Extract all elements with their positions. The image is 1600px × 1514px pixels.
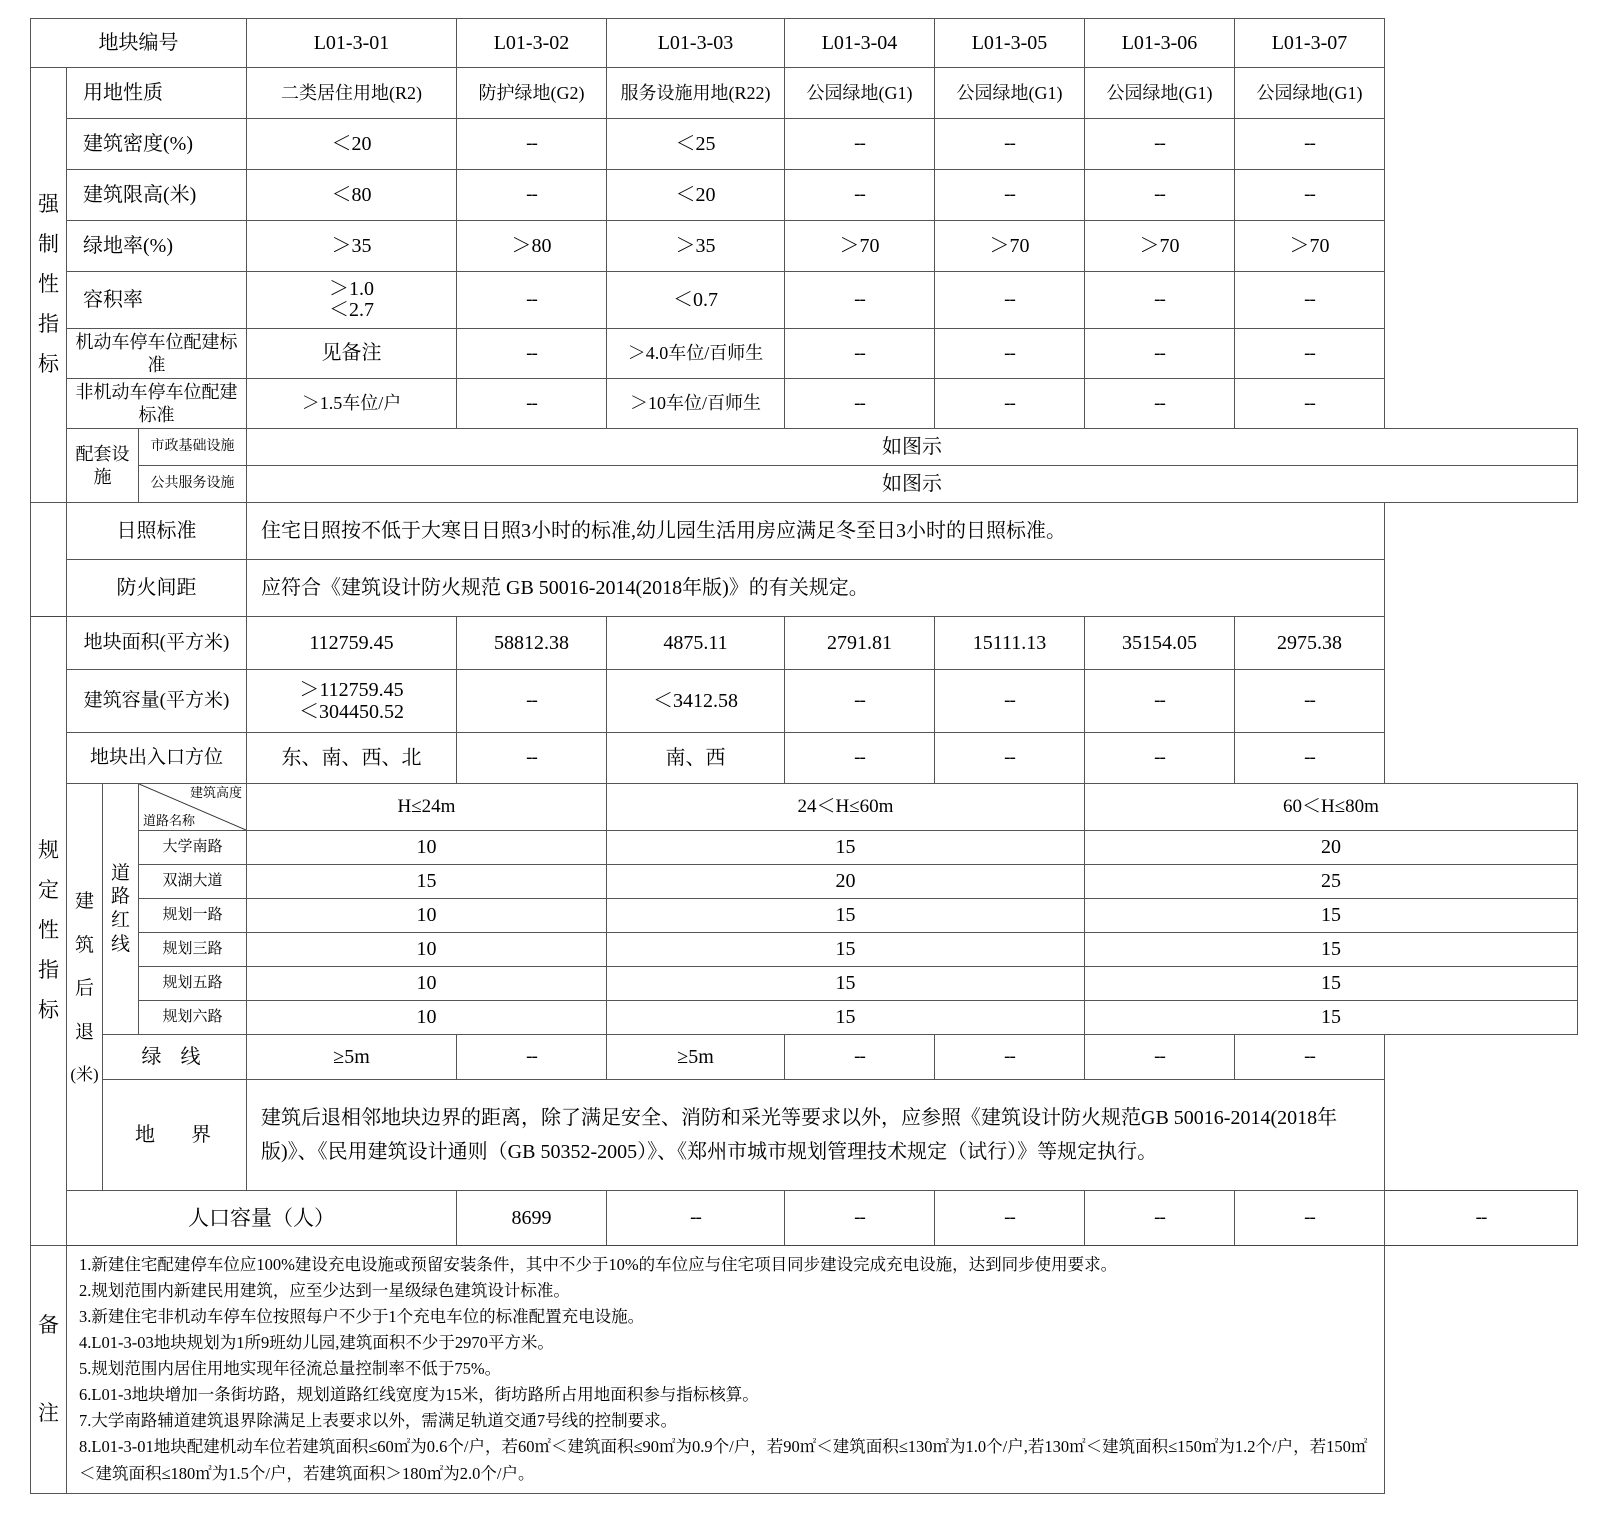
row-public-service-facilities bbox=[31, 466, 1578, 503]
spacer-mandatory-bottom bbox=[31, 503, 67, 617]
note-item: 3.新建住宅非机动车停车位按照每户不少于1个充电车位的标准配置充电设施。 bbox=[79, 1307, 645, 1327]
setback-diagonal-header bbox=[139, 784, 247, 831]
row-label-facilities: 配套设施 bbox=[67, 429, 139, 503]
row-bike-parking bbox=[31, 379, 1578, 429]
cell-population-5: -- bbox=[1085, 1191, 1235, 1246]
cell-far-5: -- bbox=[935, 272, 1085, 329]
note-item: 8.L01-3-01地块配建机动车位若建筑面积≤60㎡为0.6个/户，若60㎡＜建筑面积≤90㎡为0.9个/户，若90㎡＜建筑面积≤130㎡为1.0个/户,若130㎡＜建筑面积≤150㎡为1.2个/户，若150㎡＜建筑面积≤180㎡为1.5个/户，若建筑面积＞180㎡为2.0个/户。 bbox=[79, 1437, 1368, 1483]
cell-density-4: -- bbox=[785, 119, 935, 170]
height-class-2: 24＜H≤60m bbox=[607, 784, 1085, 831]
cell-area-7: 2975.38 bbox=[1235, 617, 1385, 670]
cell-height-3: ＜20 bbox=[607, 170, 785, 221]
cell-capacity-1: ＞112759.45 ＜304450.52 bbox=[247, 670, 457, 733]
road-2-h2: 20 bbox=[607, 865, 1085, 899]
note-item: 5.规划范围内居住用地实现年径流总量控制率不低于75%。 bbox=[79, 1359, 502, 1379]
row-label-sunlight: 日照标准 bbox=[67, 503, 247, 560]
cell-green-4: ＞70 bbox=[785, 221, 935, 272]
cell-green-2: ＞80 bbox=[457, 221, 607, 272]
row-label-green-line: 绿 线 bbox=[103, 1035, 247, 1080]
setback-road-row bbox=[31, 1001, 1578, 1035]
cell-entrance-6: -- bbox=[1085, 733, 1235, 784]
cell-greenline-3: ≥5m bbox=[607, 1035, 785, 1080]
plot-header-7: L01-3-07 bbox=[1235, 19, 1385, 68]
cell-land-use-3: 服务设施用地(R22) bbox=[607, 68, 785, 119]
note-item: 1.新建住宅配建停车位应100%建设充电设施或预留安装条件，其中不少于10%的车位应与住宅项目同步建设完成充电设施，达到同步使用要求。 bbox=[79, 1255, 1118, 1274]
cell-carpark-1: 见备注 bbox=[247, 329, 457, 379]
cell-area-2: 58812.38 bbox=[457, 617, 607, 670]
cell-entrance-3: 南、西 bbox=[607, 733, 785, 784]
setback-road-row bbox=[31, 967, 1578, 1001]
road-1-h1: 10 bbox=[247, 831, 607, 865]
height-class-1: H≤24m bbox=[247, 784, 607, 831]
cell-land-use-2: 防护绿地(G2) bbox=[457, 68, 607, 119]
row-label-bike-parking: 非机动车停车位配建标准 bbox=[67, 379, 247, 429]
cell-height-6: -- bbox=[1085, 170, 1235, 221]
cell-carpark-3: ＞4.0车位/百师生 bbox=[607, 329, 785, 379]
cell-capacity-2: -- bbox=[457, 670, 607, 733]
road-name-5: 规划五路 bbox=[139, 967, 247, 1001]
row-label-population: 人口容量（人） bbox=[67, 1191, 457, 1246]
cell-area-1: 112759.45 bbox=[247, 617, 457, 670]
cell-greenline-1: ≥5m bbox=[247, 1035, 457, 1080]
row-land-use bbox=[31, 68, 1578, 119]
row-label-public-service: 公共服务设施 bbox=[139, 466, 247, 503]
row-height-limit bbox=[31, 170, 1578, 221]
cell-capacity-5: -- bbox=[935, 670, 1085, 733]
cell-population-7: -- bbox=[1385, 1191, 1578, 1246]
row-label-entrance: 地块出入口方位 bbox=[67, 733, 247, 784]
cell-greenline-6: -- bbox=[1085, 1035, 1235, 1080]
plot-header-1: L01-3-01 bbox=[247, 19, 457, 68]
road-1-h3: 20 bbox=[1085, 831, 1578, 865]
cell-entrance-2: -- bbox=[457, 733, 607, 784]
cell-greenline-4: -- bbox=[785, 1035, 935, 1080]
road-name-3: 规划一路 bbox=[139, 899, 247, 933]
road-3-h1: 10 bbox=[247, 899, 607, 933]
cell-carpark-2: -- bbox=[457, 329, 607, 379]
cell-land-use-4: 公园绿地(G1) bbox=[785, 68, 935, 119]
row-fire-distance bbox=[31, 560, 1578, 617]
cell-entrance-4: -- bbox=[785, 733, 935, 784]
row-label-fire: 防火间距 bbox=[67, 560, 247, 617]
header-plot-label: 地块编号 bbox=[31, 19, 247, 68]
setback-road-row bbox=[31, 933, 1578, 967]
cell-height-1: ＜80 bbox=[247, 170, 457, 221]
row-label-capacity: 建筑容量(平方米) bbox=[67, 670, 247, 733]
row-green-line bbox=[31, 1035, 1578, 1080]
notes-content bbox=[67, 1246, 1385, 1494]
plot-header-3: L01-3-03 bbox=[607, 19, 785, 68]
cell-far-2: -- bbox=[457, 272, 607, 329]
road-2-h1: 15 bbox=[247, 865, 607, 899]
cell-boundary-value: 建筑后退相邻地块边界的距离，除了满足安全、消防和采光等要求以外，应参照《建筑设计防火规范GB 50016-2014(2018年版)》、《民用建筑设计通则（GB 50352-2005）》、《郑州市城市规划管理技术规定（试行）》等规定执行。 bbox=[247, 1080, 1385, 1191]
cell-density-2: -- bbox=[457, 119, 607, 170]
cell-green-5: ＞70 bbox=[935, 221, 1085, 272]
cell-capacity-3: ＜3412.58 bbox=[607, 670, 785, 733]
setback-redline-label: 道路 红线 bbox=[103, 784, 139, 1035]
note-item: 6.L01-3地块增加一条街坊路，规划道路红线宽度为15米，街坊路所占用地面积参与指标核算。 bbox=[79, 1385, 759, 1405]
cell-entrance-5: -- bbox=[935, 733, 1085, 784]
cell-density-3: ＜25 bbox=[607, 119, 785, 170]
cell-greenline-2: -- bbox=[457, 1035, 607, 1080]
cell-bikepark-4: -- bbox=[785, 379, 935, 429]
cell-green-1: ＞35 bbox=[247, 221, 457, 272]
cell-density-6: -- bbox=[1085, 119, 1235, 170]
cell-area-4: 2791.81 bbox=[785, 617, 935, 670]
road-4-h2: 15 bbox=[607, 933, 1085, 967]
note-item: 2.规划范围内新建民用建筑，应至少达到一星级绿色建筑设计标准。 bbox=[79, 1281, 570, 1301]
cell-carpark-7: -- bbox=[1235, 329, 1385, 379]
cell-bikepark-1: ＞1.5车位/户 bbox=[247, 379, 457, 429]
row-building-density bbox=[31, 119, 1578, 170]
road-6-h1: 10 bbox=[247, 1001, 607, 1035]
cell-area-6: 35154.05 bbox=[1085, 617, 1235, 670]
row-plot-area bbox=[31, 617, 1578, 670]
row-label-car-parking: 机动车停车位配建标准 bbox=[67, 329, 247, 379]
cell-density-7: -- bbox=[1235, 119, 1385, 170]
row-car-parking bbox=[31, 329, 1578, 379]
cell-bikepark-7: -- bbox=[1235, 379, 1385, 429]
cell-height-2: -- bbox=[457, 170, 607, 221]
row-far bbox=[31, 272, 1578, 329]
cell-capacity-6: -- bbox=[1085, 670, 1235, 733]
cell-green-3: ＞35 bbox=[607, 221, 785, 272]
cell-municipal-value: 如图示 bbox=[247, 429, 1578, 466]
cell-height-7: -- bbox=[1235, 170, 1385, 221]
setback-road-row bbox=[31, 831, 1578, 865]
road-3-h3: 15 bbox=[1085, 899, 1578, 933]
cell-entrance-1: 东、南、西、北 bbox=[247, 733, 457, 784]
cell-land-use-1: 二类居住用地(R2) bbox=[247, 68, 457, 119]
row-label-far: 容积率 bbox=[67, 272, 247, 329]
cell-far-7: -- bbox=[1235, 272, 1385, 329]
cell-population-2: -- bbox=[607, 1191, 785, 1246]
cell-public-service-value: 如图示 bbox=[247, 466, 1578, 503]
setback-road-row bbox=[31, 865, 1578, 899]
road-3-h2: 15 bbox=[607, 899, 1085, 933]
cell-bikepark-3: ＞10车位/百师生 bbox=[607, 379, 785, 429]
cell-area-3: 4875.11 bbox=[607, 617, 785, 670]
note-item: 4.L01-3-03地块规划为1所9班幼儿园,建筑面积不少于2970平方米。 bbox=[79, 1333, 554, 1353]
road-4-h3: 15 bbox=[1085, 933, 1578, 967]
road-name-2: 双湖大道 bbox=[139, 865, 247, 899]
cell-height-5: -- bbox=[935, 170, 1085, 221]
row-label-plot-area: 地块面积(平方米) bbox=[67, 617, 247, 670]
cell-area-5: 15111.13 bbox=[935, 617, 1085, 670]
cell-land-use-6: 公园绿地(G1) bbox=[1085, 68, 1235, 119]
cell-far-1: ＞1.0 ＜2.7 bbox=[247, 272, 457, 329]
road-5-h3: 15 bbox=[1085, 967, 1578, 1001]
diag-label-height: 建筑高度 bbox=[189, 785, 242, 800]
cell-bikepark-2: -- bbox=[457, 379, 607, 429]
row-label-boundary: 地 界 bbox=[103, 1080, 247, 1191]
row-notes bbox=[31, 1246, 1578, 1494]
road-name-4: 规划三路 bbox=[139, 933, 247, 967]
row-municipal-facilities bbox=[31, 429, 1578, 466]
cell-carpark-6: -- bbox=[1085, 329, 1235, 379]
height-class-3: 60＜H≤80m bbox=[1085, 784, 1578, 831]
cell-far-4: -- bbox=[785, 272, 935, 329]
setback-group-label: 建 筑 后 退 (米) bbox=[67, 784, 103, 1191]
cell-height-4: -- bbox=[785, 170, 935, 221]
cell-population-4: -- bbox=[935, 1191, 1085, 1246]
row-label-municipal: 市政基础设施 bbox=[139, 429, 247, 466]
road-5-h1: 10 bbox=[247, 967, 607, 1001]
cell-density-5: -- bbox=[935, 119, 1085, 170]
row-entrance-direction bbox=[31, 733, 1578, 784]
row-label-building-density: 建筑密度(%) bbox=[67, 119, 247, 170]
cell-far-3: ＜0.7 bbox=[607, 272, 785, 329]
cell-fire-value: 应符合《建筑设计防火规范 GB 50016-2014(2018年版)》的有关规定。 bbox=[247, 560, 1385, 617]
cell-greenline-7: -- bbox=[1235, 1035, 1385, 1080]
cell-carpark-5: -- bbox=[935, 329, 1085, 379]
row-label-land-use: 用地性质 bbox=[67, 68, 247, 119]
road-4-h1: 10 bbox=[247, 933, 607, 967]
cell-far-6: -- bbox=[1085, 272, 1235, 329]
plot-header-6: L01-3-06 bbox=[1085, 19, 1235, 68]
row-building-capacity bbox=[31, 670, 1578, 733]
road-name-1: 大学南路 bbox=[139, 831, 247, 865]
plot-header-5: L01-3-05 bbox=[935, 19, 1085, 68]
table-header-row bbox=[31, 19, 1578, 68]
setback-road-row bbox=[31, 899, 1578, 933]
cell-bikepark-5: -- bbox=[935, 379, 1085, 429]
row-label-height-limit: 建筑限高(米) bbox=[67, 170, 247, 221]
road-5-h2: 15 bbox=[607, 967, 1085, 1001]
row-boundary bbox=[31, 1080, 1578, 1191]
cell-capacity-4: -- bbox=[785, 670, 935, 733]
cell-entrance-7: -- bbox=[1235, 733, 1385, 784]
plot-header-4: L01-3-04 bbox=[785, 19, 935, 68]
cell-population-1: 8699 bbox=[457, 1191, 607, 1246]
cell-population-6: -- bbox=[1235, 1191, 1385, 1246]
road-6-h3: 15 bbox=[1085, 1001, 1578, 1035]
plot-control-index-table bbox=[30, 18, 1578, 1494]
plot-header-2: L01-3-02 bbox=[457, 19, 607, 68]
row-population bbox=[31, 1191, 1578, 1246]
note-item: 7.大学南路辅道建筑退界除满足上表要求以外，需满足轨道交通7号线的控制要求。 bbox=[79, 1411, 678, 1431]
cell-population-3: -- bbox=[785, 1191, 935, 1246]
road-1-h2: 15 bbox=[607, 831, 1085, 865]
cell-bikepark-6: -- bbox=[1085, 379, 1235, 429]
cell-green-6: ＞70 bbox=[1085, 221, 1235, 272]
cell-land-use-5: 公园绿地(G1) bbox=[935, 68, 1085, 119]
cell-capacity-7: -- bbox=[1235, 670, 1385, 733]
group-label-notes: 备 注 bbox=[31, 1246, 67, 1494]
diag-label-road: 道路名称 bbox=[143, 812, 196, 828]
road-name-6: 规划六路 bbox=[139, 1001, 247, 1035]
road-2-h3: 25 bbox=[1085, 865, 1578, 899]
cell-sunlight-value: 住宅日照按不低于大寒日日照3小时的标准,幼儿园生活用房应满足冬至日3小时的日照标准。 bbox=[247, 503, 1385, 560]
row-green-ratio bbox=[31, 221, 1578, 272]
road-6-h2: 15 bbox=[607, 1001, 1085, 1035]
cell-carpark-4: -- bbox=[785, 329, 935, 379]
group-label-prescriptive: 规 定 性 指 标 bbox=[31, 617, 67, 1246]
group-label-mandatory: 强 制 性 指 标 bbox=[31, 68, 67, 503]
row-sunlight-standard bbox=[31, 503, 1578, 560]
cell-land-use-7: 公园绿地(G1) bbox=[1235, 68, 1385, 119]
cell-green-7: ＞70 bbox=[1235, 221, 1385, 272]
cell-density-1: ＜20 bbox=[247, 119, 457, 170]
row-label-green-ratio: 绿地率(%) bbox=[67, 221, 247, 272]
cell-greenline-5: -- bbox=[935, 1035, 1085, 1080]
row-setback-header bbox=[31, 784, 1578, 831]
